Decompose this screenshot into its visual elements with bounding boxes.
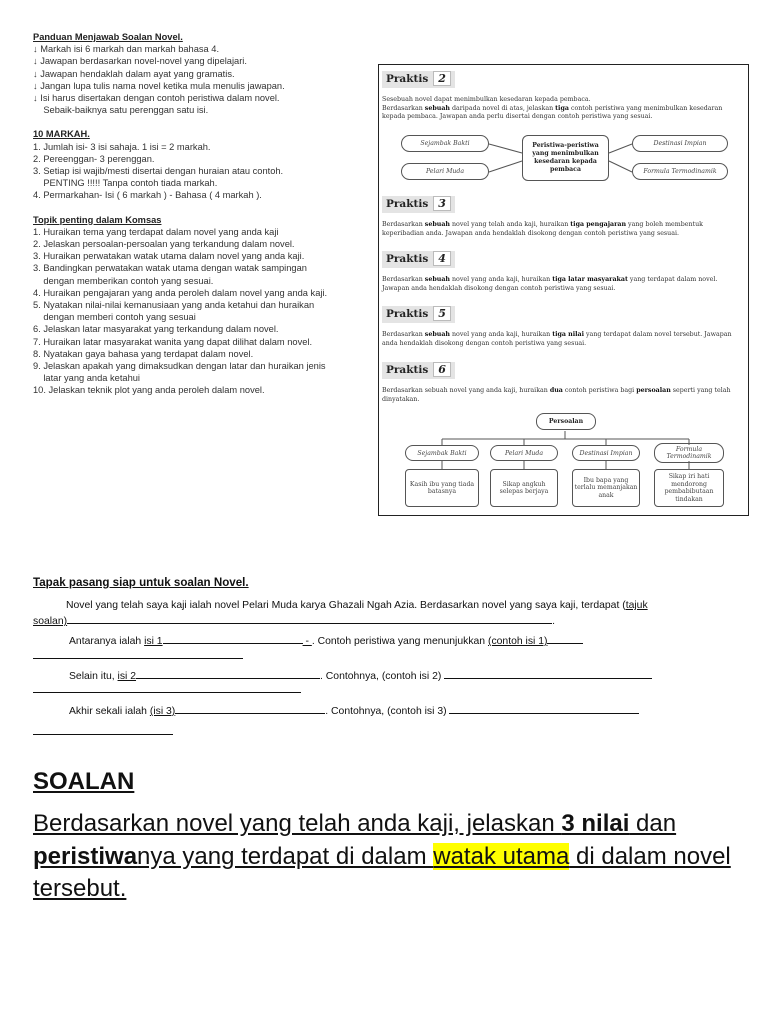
praktis-5-badge: Praktis 5 <box>382 306 455 323</box>
node-sejambak-bakti: Sejambak Bakti <box>401 135 489 152</box>
node-center-peristiwa: Peristiwa-peristiwa yang menimbulkan kesedaran kepada pembaca <box>522 135 609 181</box>
markah-item: PENTING !!!!! Tanpa contoh tiada markah. <box>33 178 218 189</box>
praktis-6-badge: Praktis 6 <box>382 362 455 379</box>
panduan-item: Sebaik-baiknya satu perenggan satu isi. <box>33 105 209 116</box>
praktis-5-text: Berdasarkan sebuah novel yang anda kaji, huraikan tiga nilai yang terdapat dalam novel tersebut. Jawapan anda hendaklah disokong dengan contoh peristiwa yang sesuai. <box>382 331 732 347</box>
node-col-leaf: Sikap iri hati mendorong pembabibutaan tindakan <box>654 469 724 507</box>
panduan-item: ↓ Markah isi 6 markah dan markah bahasa 4. <box>33 44 220 55</box>
topik-item: latar yang anda ketahui <box>33 373 140 384</box>
node-persoalan-root: Persoalan <box>536 413 596 430</box>
tapak-title: Tapak pasang siap untuk soalan Novel. <box>33 576 249 589</box>
node-pelari-muda: Pelari Muda <box>401 163 489 180</box>
node-col-leaf: Ibu bapa yang terlalu memanjakan anak <box>572 469 640 507</box>
topik-item: 3. Huraikan perwatakan watak utama dalam novel yang anda kaji. <box>33 251 305 262</box>
topik-item: 9. Jelaskan apakah yang dimaksudkan dengan latar dan huraikan jenis <box>33 361 326 372</box>
topik-item: 5. Nyatakan nilai-nilai kemanusiaan yang anda ketahui dan huraikan <box>33 300 315 311</box>
topik-item: 2. Jelaskan persoalan-persoalan yang terkandung dalam novel. <box>33 239 295 250</box>
topik-item: 6. Jelaskan latar masyarakat yang terkandung dalam novel. <box>33 324 279 335</box>
node-col-novel: Pelari Muda <box>490 445 558 461</box>
markah-title: 10 MARKAH. <box>33 129 90 140</box>
node-destinasi-impian: Destinasi Impian <box>632 135 728 152</box>
tapak-line-1b: soalan) . <box>33 616 555 627</box>
blank-line <box>33 692 301 693</box>
praktis-3-badge: Praktis 3 <box>382 196 455 213</box>
node-col-leaf: Sikap angkuh selepas berjaya <box>490 469 558 507</box>
panduan-title: Panduan Menjawab Soalan Novel. <box>33 32 183 42</box>
soalan-heading: SOALAN <box>33 768 135 795</box>
praktis-6-text: Berdasarkan sebuah novel yang anda kaji, huraikan dua contoh peristiwa bagi persoalan seperti yang telah dinyatakan. <box>382 387 731 403</box>
panduan-item: ↓ Jawapan berdasarkan novel-novel yang dipelajari. <box>33 56 247 67</box>
panduan-item: ↓ Isi harus disertakan dengan contoh peristiwa dalam novel. <box>33 93 280 104</box>
node-col-novel: Sejambak Bakti <box>405 445 479 461</box>
node-formula-termodinamik: Formula Termodinamik <box>632 163 728 180</box>
topik-item: dengan memberi contoh yang sesuai <box>33 312 196 323</box>
panduan-section <box>33 31 363 397</box>
markah-item: 4. Permarkahan- Isi ( 6 markah ) - Bahasa ( 4 markah ). <box>33 190 262 201</box>
panduan-item: ↓ Jangan lupa tulis nama novel ketika mula menulis jawapan. <box>33 80 285 91</box>
praktis-2-badge: Praktis 2 <box>382 71 455 88</box>
topik-title: Topik penting dalam Komsas <box>33 214 162 225</box>
markah-item: 1. Jumlah isi- 3 isi sahaja. 1 isi = 2 markah. <box>33 141 211 152</box>
praktis-scan <box>378 64 749 516</box>
praktis-2-text: Sesebuah novel dapat menimbulkan kesedaran kepada pembaca. Berdasarkan sebuah daripada novel di atas, jelaskan tiga contoh peristiwa yang menimbulkan kesedaran kepada pembaca. Jawapan anda perlu disertai dengan contoh peristiwa yang sesuai. <box>382 96 723 121</box>
topik-item: 3. Bandingkan perwatakan watak utama dengan watak sampingan <box>33 263 307 274</box>
tapak-line-2: Antaranya ialah isi 1 - . Contoh peristiwa yang menunjukkan (contoh isi 1) <box>69 634 583 647</box>
topik-item: 1. Huraikan tema yang terdapat dalam novel yang anda kaji <box>33 226 279 237</box>
topik-item: dengan memberikan contoh yang sesuai. <box>33 275 214 286</box>
soalan-question: Berdasarkan novel yang telah anda kaji, jelaskan 3 nilai dan peristiwanya yang terdapat di dalam watak utama di dalam novel tersebut. <box>33 810 731 902</box>
topik-item: 4. Huraikan pengajaran yang anda peroleh dalam novel yang anda kaji. <box>33 287 328 298</box>
markah-item: 2. Pereenggan- 3 perenggan. <box>33 153 155 164</box>
topik-item: 8. Nyatakan gaya bahasa yang terdapat dalam novel. <box>33 348 254 359</box>
praktis-4-text: Berdasarkan sebuah novel yang anda kaji, huraikan tiga latar masyarakat yang terdapat dalam novel. Jawapan anda hendaklah disokong dengan contoh peristiwa yang sesuai. <box>382 276 718 292</box>
node-col-leaf: Kasih ibu yang tiada batasnya <box>405 469 479 507</box>
blank-line <box>33 734 173 735</box>
node-col-novel: Formula Termodinamik <box>654 443 724 463</box>
panduan-item: ↓ Jawapan hendaklah dalam ayat yang gramatis. <box>33 68 235 79</box>
markah-item: 3. Setiap isi wajib/mesti disertai dengan huraian atau contoh. <box>33 166 284 177</box>
topik-item: 7. Huraikan latar masyarakat wanita yang dapat dilihat dalam novel. <box>33 336 313 347</box>
tapak-line-3: Selain itu, isi 2 . Contohnya, (contoh isi 2) <box>69 669 652 682</box>
tapak-line-1: Novel yang telah saya kaji ialah novel Pelari Muda karya Ghazali Ngah Azia. Berdasarkan novel yang saya kaji, terdapat (tajuk <box>66 600 648 611</box>
praktis-3-text: Berdasarkan sebuah novel yang telah anda kaji, huraikan tiga pengajaran yang boleh membentuk keperibadian anda. Jawapan anda hendaklah disokong dengan contoh peristiwa yang sesuai. <box>382 221 703 237</box>
tapak-line-4: Akhir sekali ialah (isi 3) . Contohnya, (contoh isi 3) <box>69 704 639 717</box>
praktis-4-badge: Praktis 4 <box>382 251 455 268</box>
blank-line <box>33 658 243 659</box>
node-col-novel: Destinasi Impian <box>572 445 640 461</box>
topik-item: 10. Jelaskan teknik plot yang anda peroleh dalam novel. <box>33 385 265 396</box>
